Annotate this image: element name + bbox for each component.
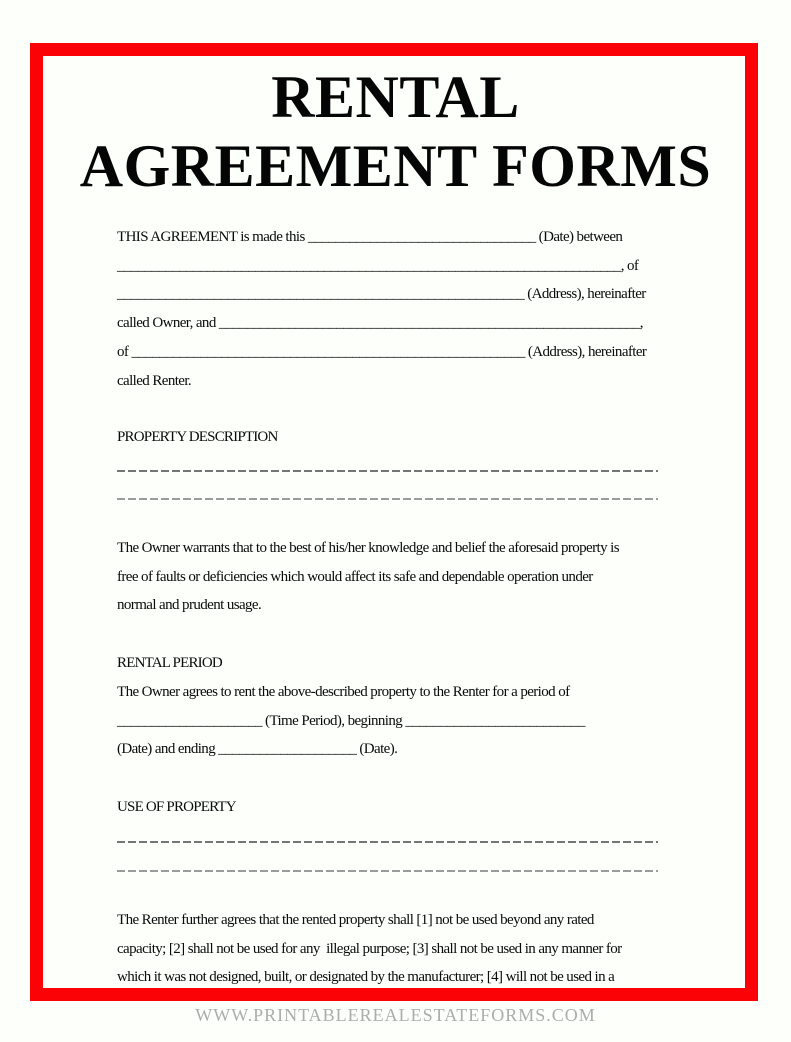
renter-obligations-paragraph (117, 906, 717, 992)
intro-line-4: called Owner, and _____________________________________________________________, (117, 315, 643, 332)
renter-obligations-line-3: which it was not designed, built, or designated by the manufacturer; [4] will not be used in a (117, 969, 615, 986)
document-title (0, 63, 791, 201)
blank-line (117, 498, 658, 500)
blank-line (117, 870, 658, 872)
renter-obligations-line-1: The Renter further agrees that the rented property shall [1] not be used beyond any rated (117, 912, 594, 928)
blank-line (117, 470, 658, 472)
warranty-paragraph (117, 534, 717, 620)
intro-paragraph (117, 223, 717, 395)
intro-line-2: _________________________________________________________________________, of (117, 257, 639, 274)
warranty-line-1: The Owner warrants that to the best of his/her knowledge and belief the aforesaid property is (117, 540, 619, 556)
warranty-line-2: free of faults or deficiencies which would affect its safe and dependable operation under (117, 568, 593, 585)
intro-line-3: ___________________________________________________________ (Address), hereinafter (117, 286, 646, 303)
section-heading-property-description: PROPERTY DESCRIPTION (117, 429, 278, 445)
section-heading-rental-period: RENTAL PERIOD (117, 655, 222, 671)
warranty-line-3: normal and prudent usage. (117, 597, 262, 614)
rental-period-line-1: The Owner agrees to rent the above-described property to the Renter for a period of (117, 684, 570, 700)
section-heading-use-of-property: USE OF PROPERTY (117, 799, 236, 815)
footer-website-text: WWW.PRINTABLEREALESTATEFORMS.COM (195, 1005, 596, 1025)
intro-line-5: of _________________________________________________________ (Address), hereinafter (117, 343, 647, 360)
rental-period-line-3: (Date) and ending ____________________ (Date). (117, 741, 398, 758)
rental-period-paragraph (117, 678, 717, 764)
title-line-1: RENTAL (271, 64, 520, 130)
intro-line-6: called Renter. (117, 372, 192, 389)
renter-obligations-line-2: capacity; [2] shall not be used for any illegal purpose; [3] shall not be used in any manner for (117, 940, 622, 957)
blank-line (117, 841, 658, 843)
rental-period-line-2: _____________________ (Time Period), beginning __________________________ (117, 712, 585, 729)
title-line-2: AGREEMENT FORMS (79, 133, 712, 199)
intro-line-1: THIS AGREEMENT is made this _________________________________ (Date) between (117, 229, 623, 245)
